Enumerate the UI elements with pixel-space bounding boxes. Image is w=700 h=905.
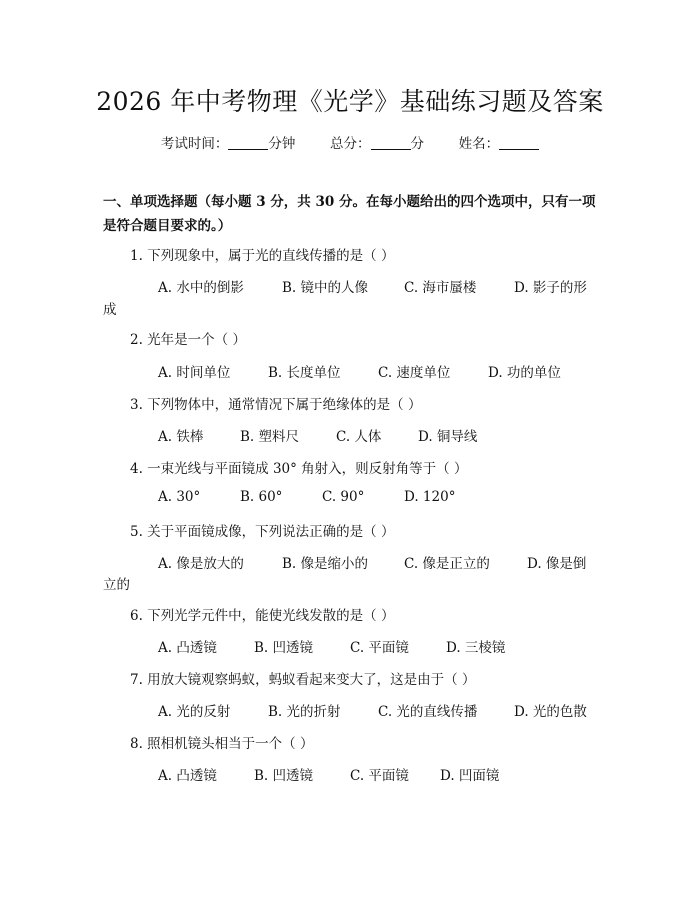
option: D. 功的单位: [488, 365, 561, 381]
option: A. 水中的倒影: [158, 280, 244, 296]
score-unit: 分: [410, 136, 424, 152]
score-blank[interactable]: [371, 137, 411, 150]
question-stem: 7. 用放大镜观察蚂蚁，蚂蚁看起来变大了，这是由于（ ）: [130, 672, 476, 688]
option-wrap-text: 成: [103, 302, 117, 318]
name-label: 姓名：: [458, 136, 500, 152]
question-stem: 4. 一束光线与平面镜成 30° 角射入，则反射角等于（ ）: [130, 461, 468, 477]
question-stem: 5. 关于平面镜成像，下列说法正确的是（ ）: [130, 524, 395, 540]
option: D. 光的色散: [514, 704, 587, 720]
option: B. 镜中的人像: [282, 280, 369, 296]
option: C. 像是正立的: [404, 556, 490, 572]
option: D. 120°: [404, 489, 456, 505]
exam-info-line: [0, 132, 700, 152]
option: B. 凹透镜: [254, 768, 314, 784]
question-stem: 3. 下列物体中，通常情况下属于绝缘体的是（ ）: [130, 397, 422, 413]
option: B. 光的折射: [268, 704, 341, 720]
score-label: 总分：: [330, 136, 371, 152]
page-title: 2026 年中考物理《光学》基础练习题及答案: [96, 87, 604, 116]
option: B. 像是缩小的: [282, 556, 369, 572]
option: A. 光的反射: [158, 704, 231, 720]
time-unit: 分钟: [268, 136, 296, 152]
option-wrap-text: 立的: [103, 577, 130, 593]
option: A. 30°: [158, 489, 201, 505]
option: C. 90°: [322, 489, 365, 505]
option: C. 速度单位: [378, 365, 451, 381]
option: C. 平面镜: [350, 768, 409, 784]
question-stem: 1. 下列现象中，属于光的直线传播的是（ ）: [130, 248, 395, 264]
option: C. 光的直线传播: [378, 704, 478, 720]
option: D. 凹面镜: [440, 768, 500, 784]
option: D. 铜导线: [418, 429, 478, 445]
option: B. 塑料尺: [240, 429, 300, 445]
question-stem: 6. 下列光学元件中，能使光线发散的是（ ）: [130, 608, 395, 624]
name-blank[interactable]: [499, 137, 539, 150]
option: B. 凹透镜: [254, 640, 314, 656]
option: D. 像是倒: [527, 556, 587, 572]
time-label: 考试时间：: [160, 136, 229, 152]
time-blank[interactable]: [228, 137, 268, 150]
option: C. 海市蜃楼: [404, 280, 477, 296]
question-stem: 8. 照相机镜头相当于一个（ ）: [130, 736, 314, 752]
option: A. 凸透镜: [158, 640, 217, 656]
option: D. 影子的形: [514, 280, 587, 296]
option: A. 铁棒: [158, 429, 204, 445]
option: C. 人体: [336, 429, 382, 445]
option: B. 长度单位: [268, 365, 341, 381]
option: C. 平面镜: [350, 640, 409, 656]
section-heading: 一、单项选择题（每小题 3 分，共 30 分。在每小题给出的四个选项中，只有一项是符合题目要求的。）: [103, 194, 596, 234]
option: A. 时间单位: [158, 365, 231, 381]
option: B. 60°: [240, 489, 283, 505]
option: A. 凸透镜: [158, 768, 217, 784]
option: D. 三棱镜: [446, 640, 506, 656]
question-stem: 2. 光年是一个（ ）: [130, 332, 246, 348]
option: A. 像是放大的: [158, 556, 244, 572]
